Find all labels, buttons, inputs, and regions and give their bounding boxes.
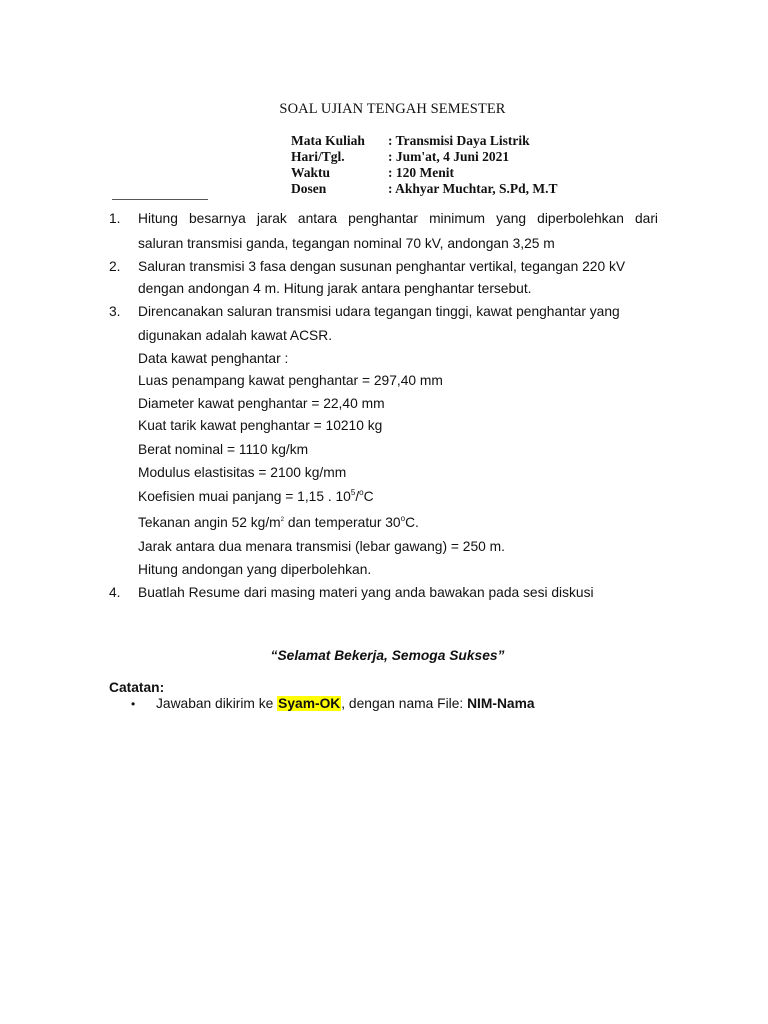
koef-prefix: Koefisien muai panjang = 1,15 . 10 (138, 489, 351, 504)
angin-prefix: Tekanan angin 52 kg/m (138, 515, 281, 530)
question-text: Saluran transmisi 3 fasa dengan susunan penghantar vertikal, tegangan 220 kV (138, 259, 626, 274)
question-text: Hitung andongan yang diperbolehkan. (138, 562, 372, 577)
question-text: Kuat tarik kawat penghantar = 10210 kg (138, 418, 383, 433)
note-middle: , dengan nama File: (341, 696, 468, 711)
meta-label: Mata Kuliah (291, 133, 365, 148)
meta-value: : Jum'at, 4 Juni 2021 (388, 149, 510, 164)
question-text: Hitung besarnya jarak antara penghantar minimum yang diperbolehkan dari (138, 211, 658, 226)
koef-exponent: 5 (350, 488, 356, 497)
question-text: digunakan adalah kawat ACSR. (138, 328, 333, 343)
question-text: Berat nominal = 1110 kg/km (138, 442, 309, 457)
bullet-icon: • (131, 697, 136, 711)
question-text: Jarak antara dua menara transmisi (lebar gawang) = 250 m. (138, 539, 505, 554)
degree-symbol: o (359, 488, 364, 497)
question-text: Direncanakan saluran transmisi udara tegangan tinggi, kawat penghantar yang (138, 304, 620, 319)
question-number: 2. (109, 259, 121, 274)
meta-row-duration (291, 165, 558, 181)
question-text: Koefisien muai panjang = 1,15 . $10^5/^oC$ (138, 488, 374, 504)
meta-label: Waktu (291, 165, 331, 180)
closing-motto: “Selamat Bekerja, Semoga Sukses” (270, 648, 505, 663)
koef-unit: C (363, 489, 374, 504)
meta-row-lecturer (291, 181, 558, 197)
question-text: Data kawat penghantar : (138, 351, 289, 366)
meta-row-date (291, 149, 558, 165)
angin-suffix: C. (405, 515, 419, 530)
note-prefix: Jawaban dikirim ke (156, 696, 278, 711)
question-text: Luas penampang kawat penghantar = 297,40 mm (138, 373, 443, 388)
exam-title: SOAL UJIAN TENGAH SEMESTER (279, 101, 506, 117)
angin-mid: dan temperatur 30 (284, 515, 401, 530)
question-number: 3. (109, 304, 121, 319)
meta-value: : 120 Menit (388, 165, 454, 180)
question-number: 1. (109, 211, 121, 226)
exam-meta (291, 133, 558, 197)
separator-line (112, 199, 208, 200)
meta-label: Hari/Tgl. (291, 149, 345, 164)
file-name-format: NIM-Nama (467, 696, 535, 711)
question-text: dengan andongan 4 m. Hitung jarak antara penghantar tersebut. (138, 281, 532, 296)
highlighted-recipient: Syam-OK (278, 696, 341, 711)
note-title: Catatan: (109, 680, 165, 695)
question-text: Diameter kawat penghantar = 22,40 mm (138, 396, 385, 411)
meta-value: : Transmisi Daya Listrik (388, 133, 530, 148)
note-line (156, 696, 535, 711)
meta-value: : Akhyar Muchtar, S.Pd, M.T (388, 181, 558, 196)
angin-exponent: 2 (280, 517, 285, 523)
meta-label: Dosen (291, 181, 327, 196)
degree-symbol: o (400, 514, 406, 523)
question-number: 4. (109, 585, 121, 600)
question-text: saluran transmisi ganda, tegangan nominal 70 kV, andongan 3,25 m (138, 236, 555, 251)
meta-row-course (291, 133, 558, 149)
question-text: Buatlah Resume dari masing materi yang anda bawakan pada sesi diskusi (138, 585, 594, 600)
question-text: Modulus elastisitas = 2100 kg/mm (138, 465, 347, 480)
question-text (138, 514, 419, 531)
